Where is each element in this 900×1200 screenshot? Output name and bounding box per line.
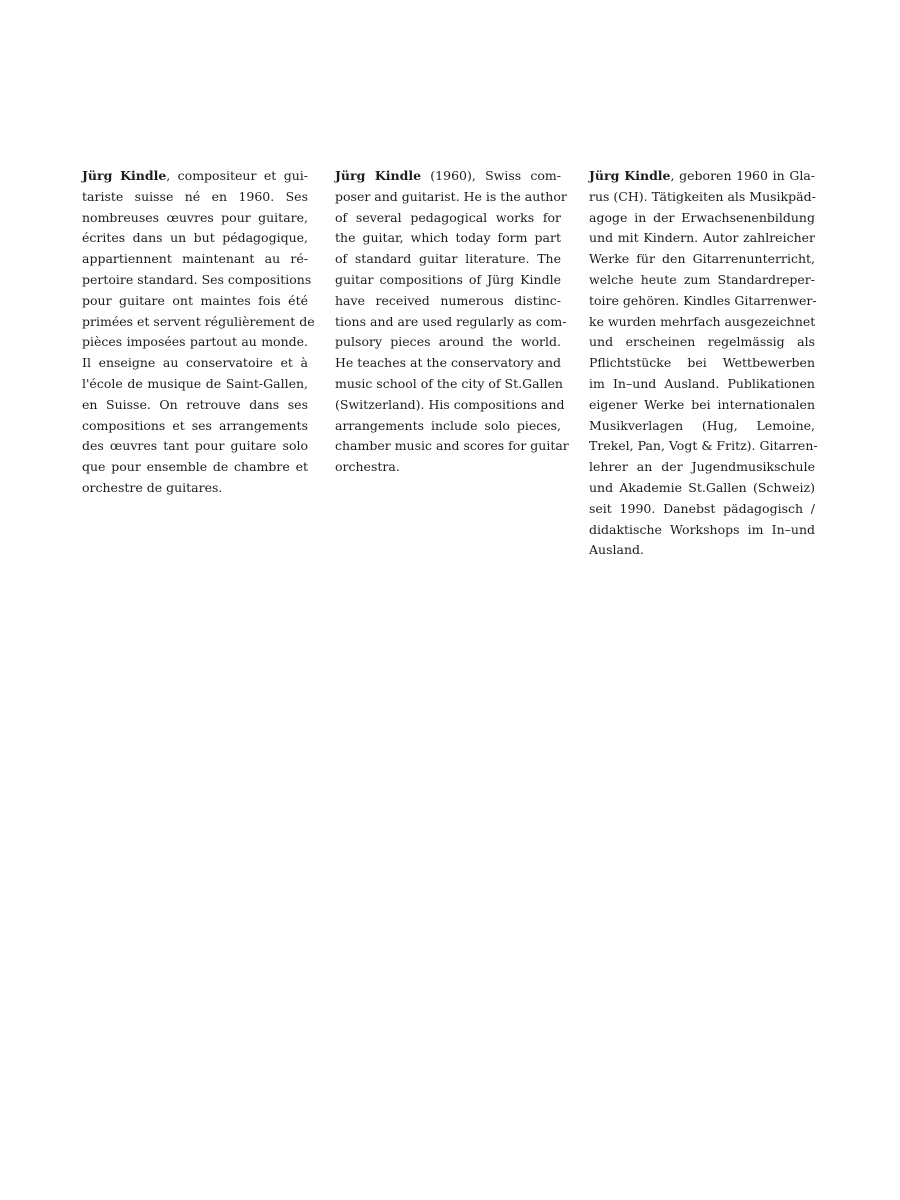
bio-column-german	[589, 166, 818, 561]
bio-line: Musikverlagen (Hug, Lemoine,	[589, 417, 815, 433]
bio-line: Jürg Kindle, compositeur et gui-	[82, 168, 308, 183]
bio-line: Pflichtstücke bei Wettbewerben	[589, 355, 815, 371]
bio-name: Jürg Kindle	[589, 168, 671, 183]
bio-line: l'école de musique de Saint-Gallen,	[82, 375, 308, 391]
bio-line: Jürg Kindle (1960), Swiss com-	[335, 168, 561, 183]
bio-line: didaktische Workshops im In–und	[589, 521, 815, 537]
bio-column-english	[335, 166, 569, 478]
bio-name: Jürg Kindle	[82, 168, 167, 183]
bio-line: pertoire standard. Ses compositions	[82, 271, 312, 287]
bio-line: of standard guitar literature. The	[335, 251, 561, 267]
bio-line: Ausland.	[589, 542, 644, 558]
bio-line: toire gehören. Kindles Gitarrenwer-	[589, 292, 817, 308]
bio-line: Trekel, Pan, Vogt & Fritz). Gitarren-	[589, 438, 818, 454]
bio-line: eigener Werke bei internationalen	[589, 396, 815, 412]
bio-line: écrites dans un but pédagogique,	[82, 230, 308, 246]
bio-line: orchestra.	[335, 459, 400, 475]
bio-line: chamber music and scores for guitar	[335, 438, 569, 454]
bio-line: tions and are used regularly as com-	[335, 313, 567, 329]
bio-line: pour guitare ont maintes fois été	[82, 292, 308, 308]
bio-line: Jürg Kindle, geboren 1960 in Gla-	[589, 168, 815, 183]
bio-line: Il enseigne au conservatoire et à	[82, 355, 308, 371]
bio-line: the guitar, which today form part	[335, 230, 561, 246]
bio-line: rus (CH). Tätigkeiten als Musikpäd-	[589, 188, 816, 204]
bio-line: que pour ensemble de chambre et	[82, 459, 308, 475]
bio-line: en Suisse. On retrouve dans ses	[82, 396, 308, 412]
bio-line: of several pedagogical works for	[335, 209, 561, 225]
bio-line: compositions et ses arrangements	[82, 417, 308, 433]
bio-line: im In–und Ausland. Publikationen	[589, 375, 815, 391]
bio-line: (Switzerland). His compositions and	[335, 396, 565, 412]
bio-line: und erscheinen regelmässig als	[589, 334, 815, 350]
bio-line: ke wurden mehrfach ausgezeichnet	[589, 313, 816, 329]
bio-line: des œuvres tant pour guitare solo	[82, 438, 308, 454]
bio-line: und mit Kindern. Autor zahlreicher	[589, 230, 815, 246]
bio-line: tariste suisse né en 1960. Ses	[82, 188, 308, 204]
bio-line: nombreuses œuvres pour guitare,	[82, 209, 308, 225]
bio-line: Werke für den Gitarrenunterricht,	[589, 251, 815, 267]
bio-line: music school of the city of St.Gallen	[335, 375, 563, 391]
bio-line: welche heute zum Standardreper-	[589, 271, 815, 287]
bio-line: pulsory pieces around the world.	[335, 334, 561, 350]
bio-line: appartiennent maintenant au ré-	[82, 251, 308, 267]
bio-line: pièces imposées partout au monde.	[82, 334, 308, 350]
bio-column-french	[82, 166, 315, 499]
bio-line: He teaches at the conservatory and	[335, 355, 561, 371]
bio-line: arrangements include solo pieces,	[335, 417, 561, 433]
bio-line: und Akademie St.Gallen (Schweiz)	[589, 479, 815, 495]
bio-name: Jürg Kindle	[335, 168, 422, 183]
bio-line: guitar compositions of Jürg Kindle	[335, 271, 561, 287]
bio-line: poser and guitarist. He is the author	[335, 188, 567, 204]
bio-line: orchestre de guitares.	[82, 479, 223, 495]
bio-line: lehrer an der Jugendmusikschule	[589, 459, 815, 475]
bio-line: primées et servent régulièrement de	[82, 313, 315, 329]
bio-line: agoge in der Erwachsenenbildung	[589, 209, 815, 225]
bio-line: seit 1990. Danebst pädagogisch /	[589, 500, 815, 516]
bio-line: have received numerous distinc-	[335, 292, 561, 308]
